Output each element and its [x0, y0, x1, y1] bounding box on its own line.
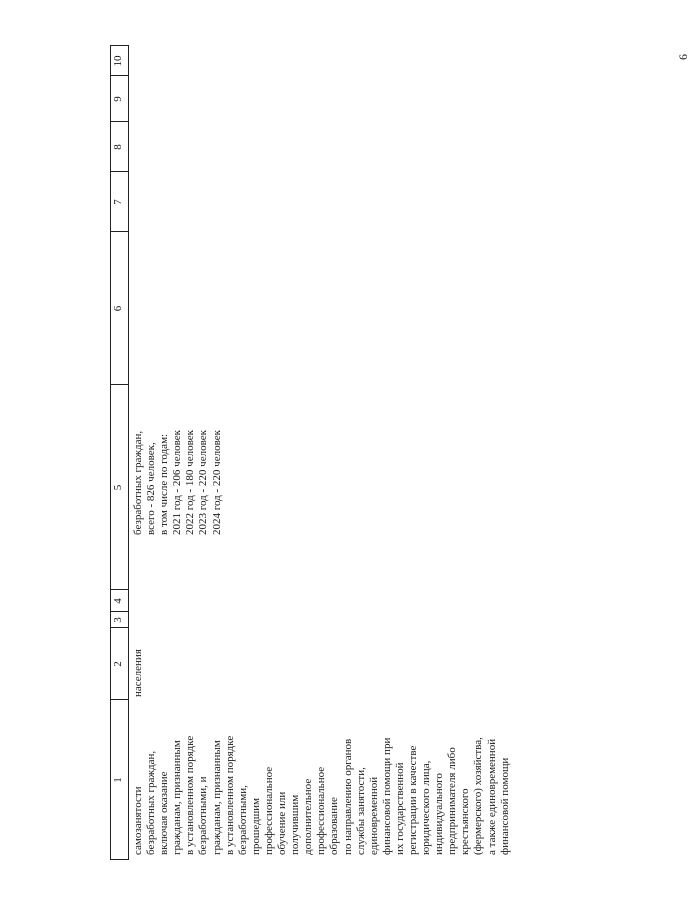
col1-line: обучение или	[276, 791, 289, 855]
col1-line: гражданам, признанным	[210, 740, 223, 855]
col1-line: дополнительное	[302, 778, 315, 855]
col1-line: единовременной	[367, 776, 380, 855]
col1-line: юридического лица,	[420, 760, 433, 855]
column-number: 4	[112, 598, 124, 604]
table-top-rule	[110, 45, 111, 860]
col1-line: безработными,	[236, 785, 249, 855]
col1-line: образование	[328, 797, 341, 855]
col1-line: в установленном порядке	[223, 735, 236, 855]
col1-line: а также единовременной	[485, 738, 498, 855]
col5-line: в том числе по годам:	[158, 433, 171, 535]
col2-line: населения	[132, 649, 144, 697]
data-table	[110, 45, 511, 860]
col1-line: получившим	[289, 794, 302, 855]
column-number: 9	[112, 96, 124, 102]
col1-line: безработных граждан,	[145, 750, 158, 855]
col1-cell	[132, 705, 512, 855]
col1-line: по направлению органов	[341, 738, 354, 855]
col1-line: индивидуального	[433, 773, 446, 855]
col1-line: прошедшим	[249, 797, 262, 855]
column-number: 6	[112, 305, 124, 312]
col5-line: всего - 826 человек,	[145, 442, 158, 535]
col1-line: их государственной	[393, 762, 406, 855]
col1-line: гражданам, признанным	[171, 740, 184, 855]
col5-line: 2023 год - 220 человек	[197, 430, 210, 535]
col1-line: регистрации в качестве	[406, 745, 419, 855]
col1-line: (фермерского) хозяйства,	[472, 737, 485, 855]
col1-line: финансовой помощи	[498, 757, 511, 855]
col5-line: 2022 год - 180 человек	[184, 430, 197, 535]
col1-line: финансовой помощи при	[380, 737, 393, 855]
page-number: 6	[676, 54, 690, 60]
col2-cell	[132, 629, 145, 697]
col1-line: службы занятости,	[354, 767, 367, 855]
col1-line: самозанятости	[132, 786, 144, 855]
col5-line: 2021 год - 206 человек	[171, 430, 184, 535]
col5-cell	[132, 385, 224, 535]
col1-line: предпринимателя либо	[446, 747, 459, 855]
column-number: 3	[112, 617, 124, 623]
col5-line: безработных граждан,	[132, 430, 144, 535]
column-number: 10	[112, 55, 124, 67]
col1-line: в установленном порядке	[184, 735, 197, 855]
table-header-rule	[128, 45, 129, 860]
column-number: 1	[112, 777, 124, 783]
col1-line: крестьянского	[459, 788, 472, 855]
col5-line: 2024 год - 220 человек	[210, 430, 223, 535]
column-number: 8	[112, 144, 124, 150]
col1-line: профессиональное	[262, 766, 275, 855]
column-number: 5	[112, 484, 124, 491]
column-number: 7	[112, 199, 124, 205]
col1-line: включая оказание	[158, 771, 171, 855]
column-number: 2	[112, 661, 124, 667]
col1-line: безработными, и	[197, 776, 210, 855]
col1-line: профессиональное	[315, 766, 328, 855]
